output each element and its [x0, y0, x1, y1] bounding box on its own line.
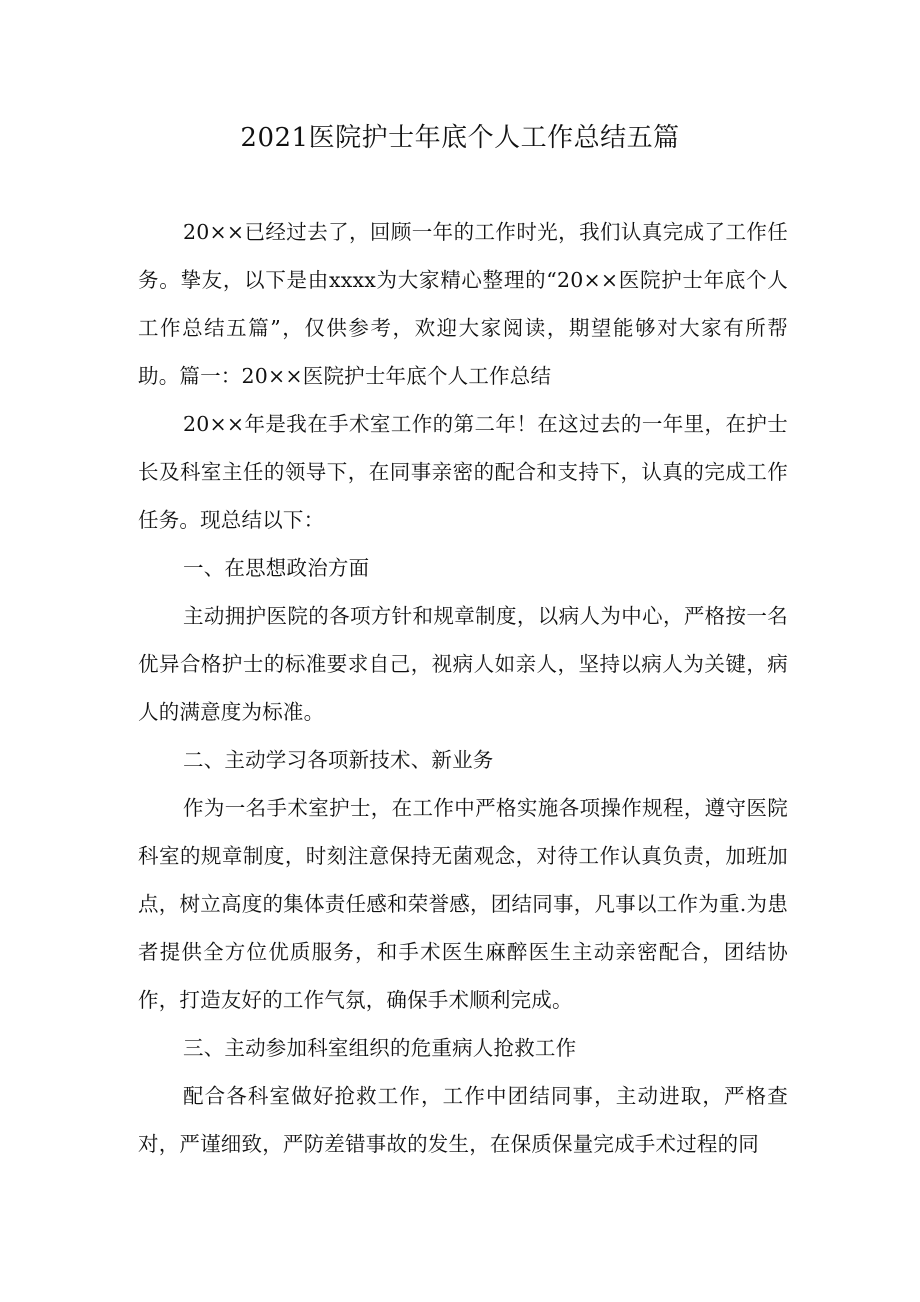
section-heading-rescue: 三、主动参加科室组织的危重病人抢救工作 [183, 1036, 577, 1060]
paragraph-intro: 20××已经过去了，回顾一年的工作时光，我们认真完成了工作任务。挚友，以下是由xxxx为大家精心整理的“20××医院护士年底个人工作总结五篇”，仅供参考，欢迎大家阅读，期望能够对大家有所帮助。篇一：20××医院护士年底个人工作总结 [138, 220, 788, 388]
section-heading-political: 一、在思想政治方面 [183, 556, 370, 580]
paragraph-political: 主动拥护医院的各项方针和规章制度，以病人为中心，严格按一名优异合格护士的标准要求自己，视病人如亲人，坚持以病人为关键，病人的满意度为标准。 [138, 604, 788, 724]
section-heading-learning: 二、主动学习各项新技术、新业务 [183, 748, 494, 772]
document-title: 2021医院护士年底个人工作总结五篇 [240, 123, 680, 153]
document-body [138, 208, 788, 1168]
paragraph-learning: 作为一名手术室护士，在工作中严格实施各项操作规程，遵守医院科室的规章制度，时刻注意保持无菌观念，对待工作认真负责，加班加点，树立高度的集体责任感和荣誉感，团结同事，凡事以工作为重.为患者提供全方位优质服务，和手术医生麻醉医生主动亲密配合，团结协作，打造友好的工作气氛，确保手术顺利完成。 [138, 796, 788, 1012]
paragraph-overview: 20××年是我在手术室工作的第二年！在这过去的一年里，在护士长及科室主任的领导下，在同事亲密的配合和支持下，认真的完成工作任务。现总结以下： [138, 412, 788, 532]
paragraph-rescue: 配合各科室做好抢救工作，工作中团结同事，主动进取，严格查对，严谨细致，严防差错事故的发生，在保质保量完成手术过程的同 [138, 1084, 788, 1156]
